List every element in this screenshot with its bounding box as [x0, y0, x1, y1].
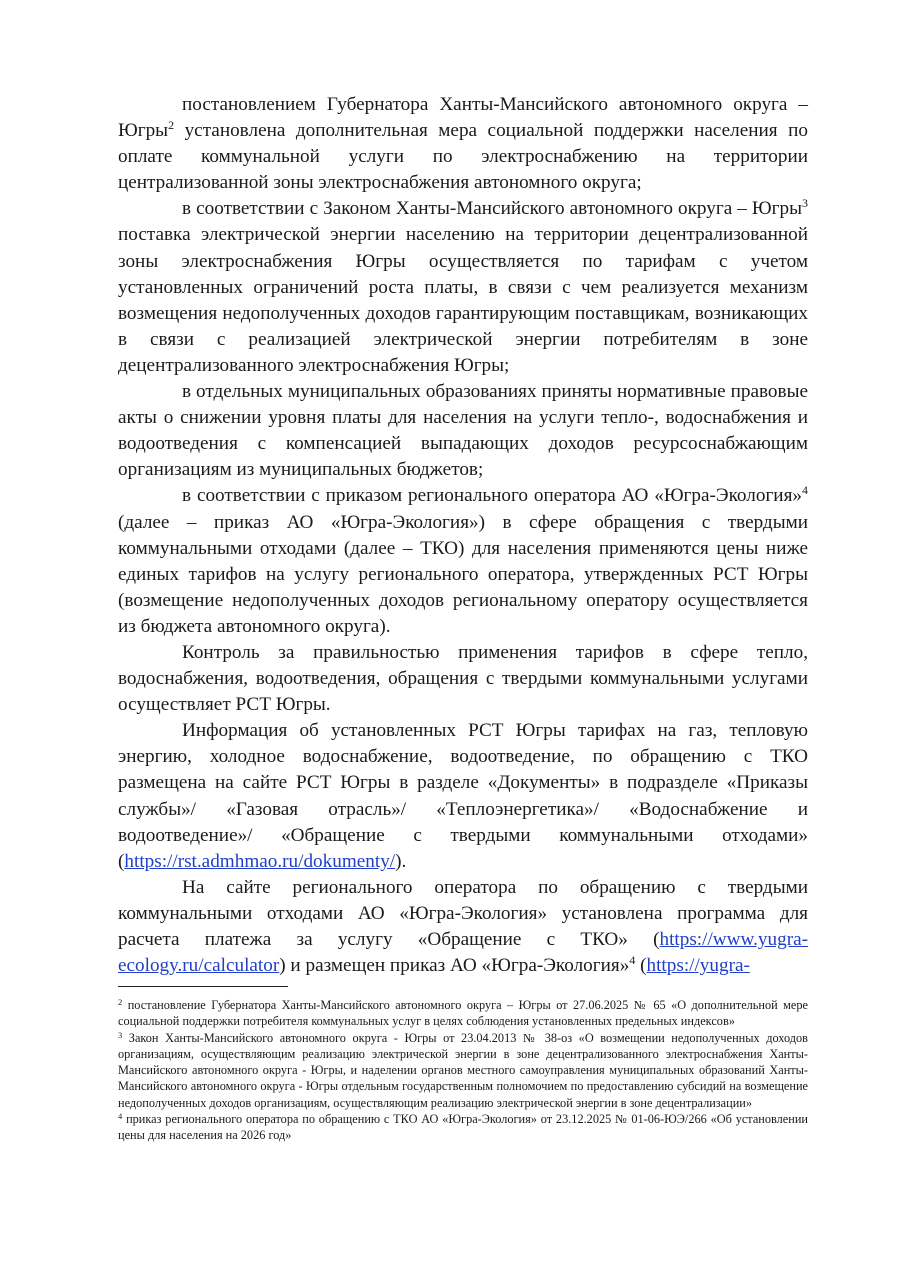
paragraph-text: ).	[395, 850, 407, 872]
footnote-ref-3[interactable]: 3	[802, 196, 808, 211]
paragraph-municipal-acts	[118, 379, 808, 483]
footnote-ref-2[interactable]: 2	[168, 118, 175, 133]
footnote-ref-4[interactable]: 4	[629, 953, 636, 968]
paragraph-tariff-control	[118, 640, 808, 718]
footnote-text: приказ регионального оператора по обращению с ТКО АО «Югра-Экология» от 23.12.2025 № 01-06-ЮЭ/266 «Об установлении цены для населения на 2026 год»	[118, 1112, 808, 1143]
paragraph-text: На сайте регионального оператора по обращению с твердыми коммунальными отходами АО «Югра-Экология» установлена программа для расчета платежа за услугу «Обращение с ТКО» (	[118, 876, 808, 950]
footnote-ref-4[interactable]: 4	[802, 483, 808, 498]
paragraph-text: в соответствии с Законом Ханты-Мансийского автономного округа – Югры	[182, 198, 802, 220]
paragraph-text: поставка электрической энергии населению на территории децентрализованной зоны электроснабжения Югры осуществляется по тарифам с учетом установленных ограничений роста платы, в связи с чем реализуется механизм возмещения недополученных доходов гарантирующим поставщикам, возникающих в связи с реализацией электрической энергии потребителям в зоне децентрализованного электроснабжения Югры;	[118, 224, 808, 376]
footnote-text: постановление Губернатора Ханты-Мансийского автономного округа – Югры от 27.06.2025 № 65 «О дополнительной мере социальной поддержки потребителя коммунальных услуг в целях соблюдения установленных предельных индексов»	[118, 998, 808, 1029]
footnote-number: 4	[118, 1111, 123, 1122]
paragraph-text: ) и размещен приказ АО «Югра-Экология»	[279, 955, 630, 977]
document-body	[118, 92, 808, 979]
paragraph-text: Контроль за правильностью применения тарифов в сфере тепло, водоснабжения, водоотведения, обращения с твердыми коммунальными услугами осуществляет РСТ Югры.	[118, 641, 808, 716]
calculator-link[interactable]: https://www.yugra-ecology.ru/calculator	[118, 929, 808, 977]
footnote-4	[118, 1111, 808, 1144]
footnote-separator	[118, 986, 288, 987]
paragraph-text: постановлением Губернатора Ханты-Мансийского автономного округа – Югры	[118, 94, 808, 142]
footnote-text: Закон Ханты-Мансийского автономного округа - Югры от 23.04.2013 № 38-оз «О возмещении недополученных доходов организациям, осуществляющим реализацию электрической энергии в зоне децентрализованного электроснабжения Ханты-Мансийского автономного округа - Югры, и наделении органов местного самоуправления муниципальных образований Ханты-Мансийского автономного округа - Югры отдельным государственным полномочием по предоставлению субсидий на возмещение недополученных доходов организациям, осуществляющим реализацию электрической энергии в зоне децентрализации»	[118, 1030, 808, 1110]
paragraph-text: (	[635, 955, 647, 977]
paragraph-text: Информация об установленных РСТ Югры тарифах на газ, тепловую энергию, холодное водоснабжение, водоотведение, по обращению с ТКО размещена на сайте РСТ Югры в разделе «Документы» в подразделе «Приказы службы»/ «Газовая отрасль»/ «Теплоэнергетика»/ «Водоснабжение и водоотведение»/ «Обращение с твердыми коммунальными отходами» (	[118, 720, 808, 872]
footnote-number: 2	[118, 997, 123, 1007]
paragraph-calculator	[118, 875, 808, 979]
paragraph-text: установлена дополнительная мера социальной поддержки населения по оплате коммунальной услуги по электроснабжению на территории централизованной зоны электроснабжения автономного округа;	[118, 120, 808, 194]
paragraph-governor-decree	[118, 92, 808, 196]
yugra-ecology-link[interactable]: https://yugra-	[646, 955, 750, 977]
paragraph-text: (далее – приказ АО «Югра-Экология») в сфере обращения с твердыми коммунальными отходами (далее – ТКО) для населения применяются цены ниже единых тарифов на услугу регионального оператора, утвержденных РСТ Югры (возмещение недополученных доходов региональному оператору осуществляется из бюджета автономного округа).	[118, 511, 808, 637]
paragraph-text: в соответствии с приказом регионального оператора АО «Югра-Экология»	[182, 485, 802, 507]
footnote-2	[118, 997, 808, 1030]
paragraph-tariff-info	[118, 718, 808, 875]
paragraph-law-electricity	[118, 196, 808, 379]
paragraph-text: в отдельных муниципальных образованиях приняты нормативные правовые акты о снижении уровня платы для населения на услуги тепло-, водоснабжения и водоотведения с компенсацией выпадающих доходов ресурсоснабжающим организациям из муниципальных бюджетов;	[118, 381, 808, 481]
paragraph-operator-order	[118, 483, 808, 640]
footnotes-section	[118, 986, 808, 1144]
footnote-number: 3	[118, 1029, 123, 1040]
rst-documents-link[interactable]: https://rst.admhmao.ru/dokumenty/	[124, 850, 396, 872]
footnote-3	[118, 1030, 808, 1111]
